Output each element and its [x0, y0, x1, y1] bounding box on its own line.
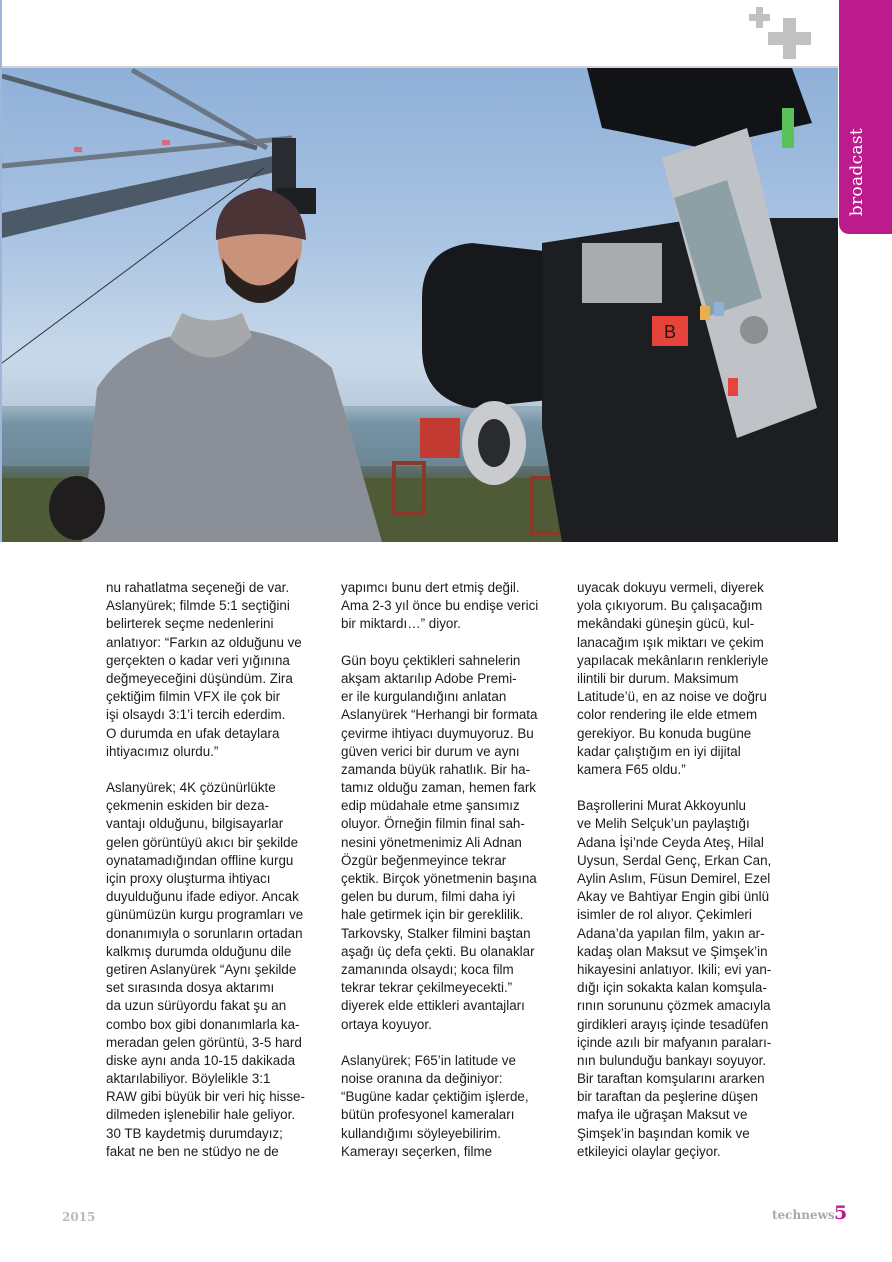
- article-text-line: yola çıkıyorum. Bu çalışacağım: [577, 598, 763, 614]
- article-text-line: lanacağım ışık miktarı ve çekim: [577, 634, 764, 650]
- article-text-line: çevirme ihtiyacı duymuyoruz. Bu: [341, 725, 534, 741]
- article-text-line: bir taraftan da peşlerine düşen: [577, 1089, 758, 1105]
- article-text-line: rının sorununu çözmek amacıyla: [577, 998, 771, 1014]
- article-text-line: Bir taraftan komşularını ararken: [577, 1071, 765, 1087]
- article-text-line: gelen görüntüyü akıcı bir şekilde: [106, 834, 299, 850]
- article-text-line: kalkmış durumda olduğunu dile: [106, 943, 292, 959]
- article-text-line: Uysun, Serdal Genç, Erkan Can,: [577, 852, 772, 868]
- article-text-line: bir miktardı…” diyor.: [341, 616, 461, 632]
- article-text-line: etkileyici olaylar geçiyor.: [577, 1143, 721, 1159]
- article-text-line: Adana İşi’nde Ceyda Ateş, Hilal: [577, 834, 764, 850]
- article-text-line: fakat ne ben ne stüdyo ne de: [106, 1143, 279, 1159]
- section-tab[interactable]: [839, 0, 892, 234]
- article-text-line: Gün boyu çektikleri sahnelerin: [341, 652, 521, 668]
- article-text-line: color rendering ile elde etmem: [577, 707, 758, 723]
- article-text-line: bütün profesyonel kameraları: [341, 1107, 515, 1123]
- article-text-line: Latitude’ü, en az noise ve doğru: [577, 689, 767, 705]
- article-text-line: kadaş olan Maksut ve Şimşek’in: [577, 943, 768, 959]
- article-text-line: dığı için sokakta kalan komşula-: [577, 980, 767, 996]
- article-text-line: Akay ve Bahtiyar Engin gibi ünlü: [577, 889, 770, 905]
- article-text-line: nu rahatlatma seçeneği de var.: [106, 580, 290, 595]
- article-text-line: Aslanyürek; 4K çözünürlükte: [106, 780, 276, 796]
- article-text-line: Şimşek’in başından komik ve: [577, 1125, 750, 1141]
- article-text-line: ve Melih Selçuk’un paylaştığı: [577, 816, 750, 832]
- article-text-line: oynatamadığından offline kurgu: [106, 852, 294, 868]
- article-column-3: [577, 579, 809, 1161]
- article-column-2: [341, 579, 573, 1161]
- article-text-line: yapılacak mekânların renkleriyle: [577, 652, 769, 668]
- paragraph-break: [341, 1034, 573, 1052]
- article-text-line: mafya ile uğraşan Maksut ve: [577, 1107, 748, 1123]
- article-text-line: kadar çalıştığım en iyi dijital: [577, 743, 741, 759]
- crew-member: [420, 418, 460, 458]
- article-text-line: “Bugüne kadar çektiğim işlerde,: [341, 1089, 529, 1105]
- article-text-line: Ama 2-3 yıl önce bu endişe verici: [341, 598, 539, 614]
- section-tab-label: broadcast: [847, 127, 867, 216]
- article-text-line: Başrollerini Murat Akkoyunlu: [577, 798, 746, 814]
- article-text-line: vantajı olduğunu, bilgisayarlar: [106, 816, 284, 832]
- article-text-line: çektik. Birçok yönetmenin başına: [341, 871, 537, 886]
- article-text-line: ihtiyacımız olurdu.”: [106, 743, 219, 759]
- article-text-line: kullandığımı söyleyebilirim.: [341, 1125, 502, 1141]
- article-column-1: [106, 579, 338, 1161]
- footer-year: 2015: [62, 1210, 96, 1224]
- footer-brand: technews: [772, 1208, 835, 1222]
- film-camera: [422, 68, 838, 542]
- article-text-line: zamanda büyük rahatlık. Bir ha-: [341, 761, 531, 777]
- camera-b-text: B: [663, 322, 677, 342]
- article-text-line: günümüzün kurgu programları ve: [106, 907, 304, 923]
- article-text-line: noise oranına da değiniyor:: [341, 1071, 503, 1087]
- article-text-line: diske aynı anda 10-15 dakikada: [106, 1052, 296, 1068]
- article-text-line: oluyor. Örneğin filmin final sah-: [341, 816, 525, 832]
- article-text-line: duyulduğunu ifade ediyor. Ancak: [106, 889, 299, 905]
- paragraph-break: [577, 779, 809, 797]
- page-number: 5: [834, 1202, 848, 1224]
- article-text-line: yapımcı bunu dert etmiş değil.: [341, 580, 520, 595]
- article-text-line: güven verici bir durum ve aynı: [341, 743, 520, 759]
- article-text-line: aşağı üç defa çekti. Bu olanaklar: [341, 943, 535, 959]
- article-text-line: hikayesini anlatıyor. Ikili; evi yan-: [577, 961, 772, 977]
- article-text-line: Kamerayı seçerken, filme: [341, 1143, 493, 1159]
- large-plus-icon: [768, 18, 811, 59]
- article-text-line: Aslanyürek; filmde 5:1 seçtiğini: [106, 598, 290, 614]
- article-text-line: da uzun sürüyordu fakat şu an: [106, 998, 287, 1014]
- article-text-line: uyacak dokuyu vermeli, diyerek: [577, 580, 764, 595]
- article-text-line: işi olsaydı 3:1’i tercih ederdim.: [106, 707, 286, 723]
- article-text-line: akşam aktarılıp Adobe Premi-: [341, 670, 517, 686]
- article-text-line: set sırasında dosya aktarımı: [106, 980, 275, 996]
- article-text-line: meradan gelen görüntü, 3-5 hard: [106, 1034, 302, 1050]
- article-text-line: Tarkovsky, Stalker filmini baştan: [341, 925, 531, 941]
- article-text-line: hale getirmek için bir gereklilik.: [341, 907, 524, 923]
- article-text-line: isimler de rol alıyor. Çekimleri: [577, 907, 752, 923]
- article-text-line: tekrar tekrar çekilmeyecekti.”: [341, 980, 513, 996]
- article-text-line: er ile kurgulandığını anlatan: [341, 689, 507, 705]
- article-text-line: zamanında olsaydı; koca film: [341, 961, 514, 977]
- article-text-line: Aylin Aslım, Füsun Demirel, Ezel: [577, 871, 771, 886]
- article-text-line: gerekiyor. Bu konuda bugüne: [577, 725, 752, 741]
- article-text-line: diyerek elde ettikleri avantajları: [341, 998, 525, 1014]
- article-text-line: combo box gibi donanımlarla ka-: [106, 1016, 300, 1032]
- article-text-line: çekmenin eskiden bir deza-: [106, 798, 270, 814]
- article-text-line: mekândaki güneşin gücü, kul-: [577, 616, 755, 632]
- article-text-line: girdikleri arayış içinde tesadüfen: [577, 1016, 769, 1032]
- article-text-line: aktarılabiliyor. Böylelikle 3:1: [106, 1071, 271, 1087]
- paragraph-break: [106, 761, 338, 779]
- article-text-line: Adana’da yapılan film, yakın ar-: [577, 925, 765, 941]
- article-text-line: RAW gibi büyük bir veri hiç hisse-: [106, 1089, 305, 1105]
- article-text-line: gerçekten o kadar veri yığınına: [106, 652, 290, 668]
- article-text-line: değmeyeceğini düşündüm. Zira: [106, 670, 293, 686]
- article-text-line: kamera F65 oldu.”: [577, 761, 686, 777]
- article-text-line: donanımıyla o sorunların ortadan: [106, 925, 303, 941]
- article-text-line: dilmeden işlenebilir hale geliyor.: [106, 1107, 296, 1123]
- article-text-line: çektiğim filmin VFX ile çok bir: [106, 689, 281, 705]
- article-photo: [2, 68, 838, 542]
- article-text-line: Aslanyürek; F65’in latitude ve: [341, 1052, 516, 1068]
- small-plus-icon: [749, 7, 770, 28]
- article-text-line: ortaya koyuyor.: [341, 1016, 432, 1032]
- article-text-line: içinde azılı bir mafyanın paraları-: [577, 1034, 772, 1050]
- article-text-line: nın bulunduğu bankayı soyuyor.: [577, 1052, 767, 1068]
- article-text-line: getiren Aslanyürek “Aynı şekilde: [106, 961, 297, 977]
- article-text-line: Özgür beğenmeyince tekrar: [341, 852, 507, 868]
- article-text-line: gelen bu durum, filmi daha iyi: [341, 889, 516, 905]
- article-text-line: 30 TB kaydetmiş durumdayız;: [106, 1125, 283, 1141]
- plus-icon: [748, 6, 818, 60]
- article-text-line: O durumda en ufak detaylara: [106, 725, 280, 741]
- article-text-line: belirterek seçme nedenlerini: [106, 616, 274, 632]
- article-text-line: anlatıyor: “Farkın az olduğunu ve: [106, 634, 302, 650]
- paragraph-break: [341, 634, 573, 652]
- article-text-line: edip müdahale etme şansımız: [341, 798, 520, 814]
- person-director: [49, 188, 382, 542]
- article-text-line: Aslanyürek “Herhangi bir formata: [341, 707, 538, 723]
- article-text-line: için proxy oluşturma ihtiyacı: [106, 871, 271, 886]
- article-text-line: tamız olduğu zaman, hemen fark: [341, 780, 537, 796]
- photo-illustration: [2, 68, 838, 542]
- article-text-line: nesini yönetmenimiz Ali Adnan: [341, 834, 522, 850]
- article-text-line: ilintili bir durum. Maksimum: [577, 670, 739, 686]
